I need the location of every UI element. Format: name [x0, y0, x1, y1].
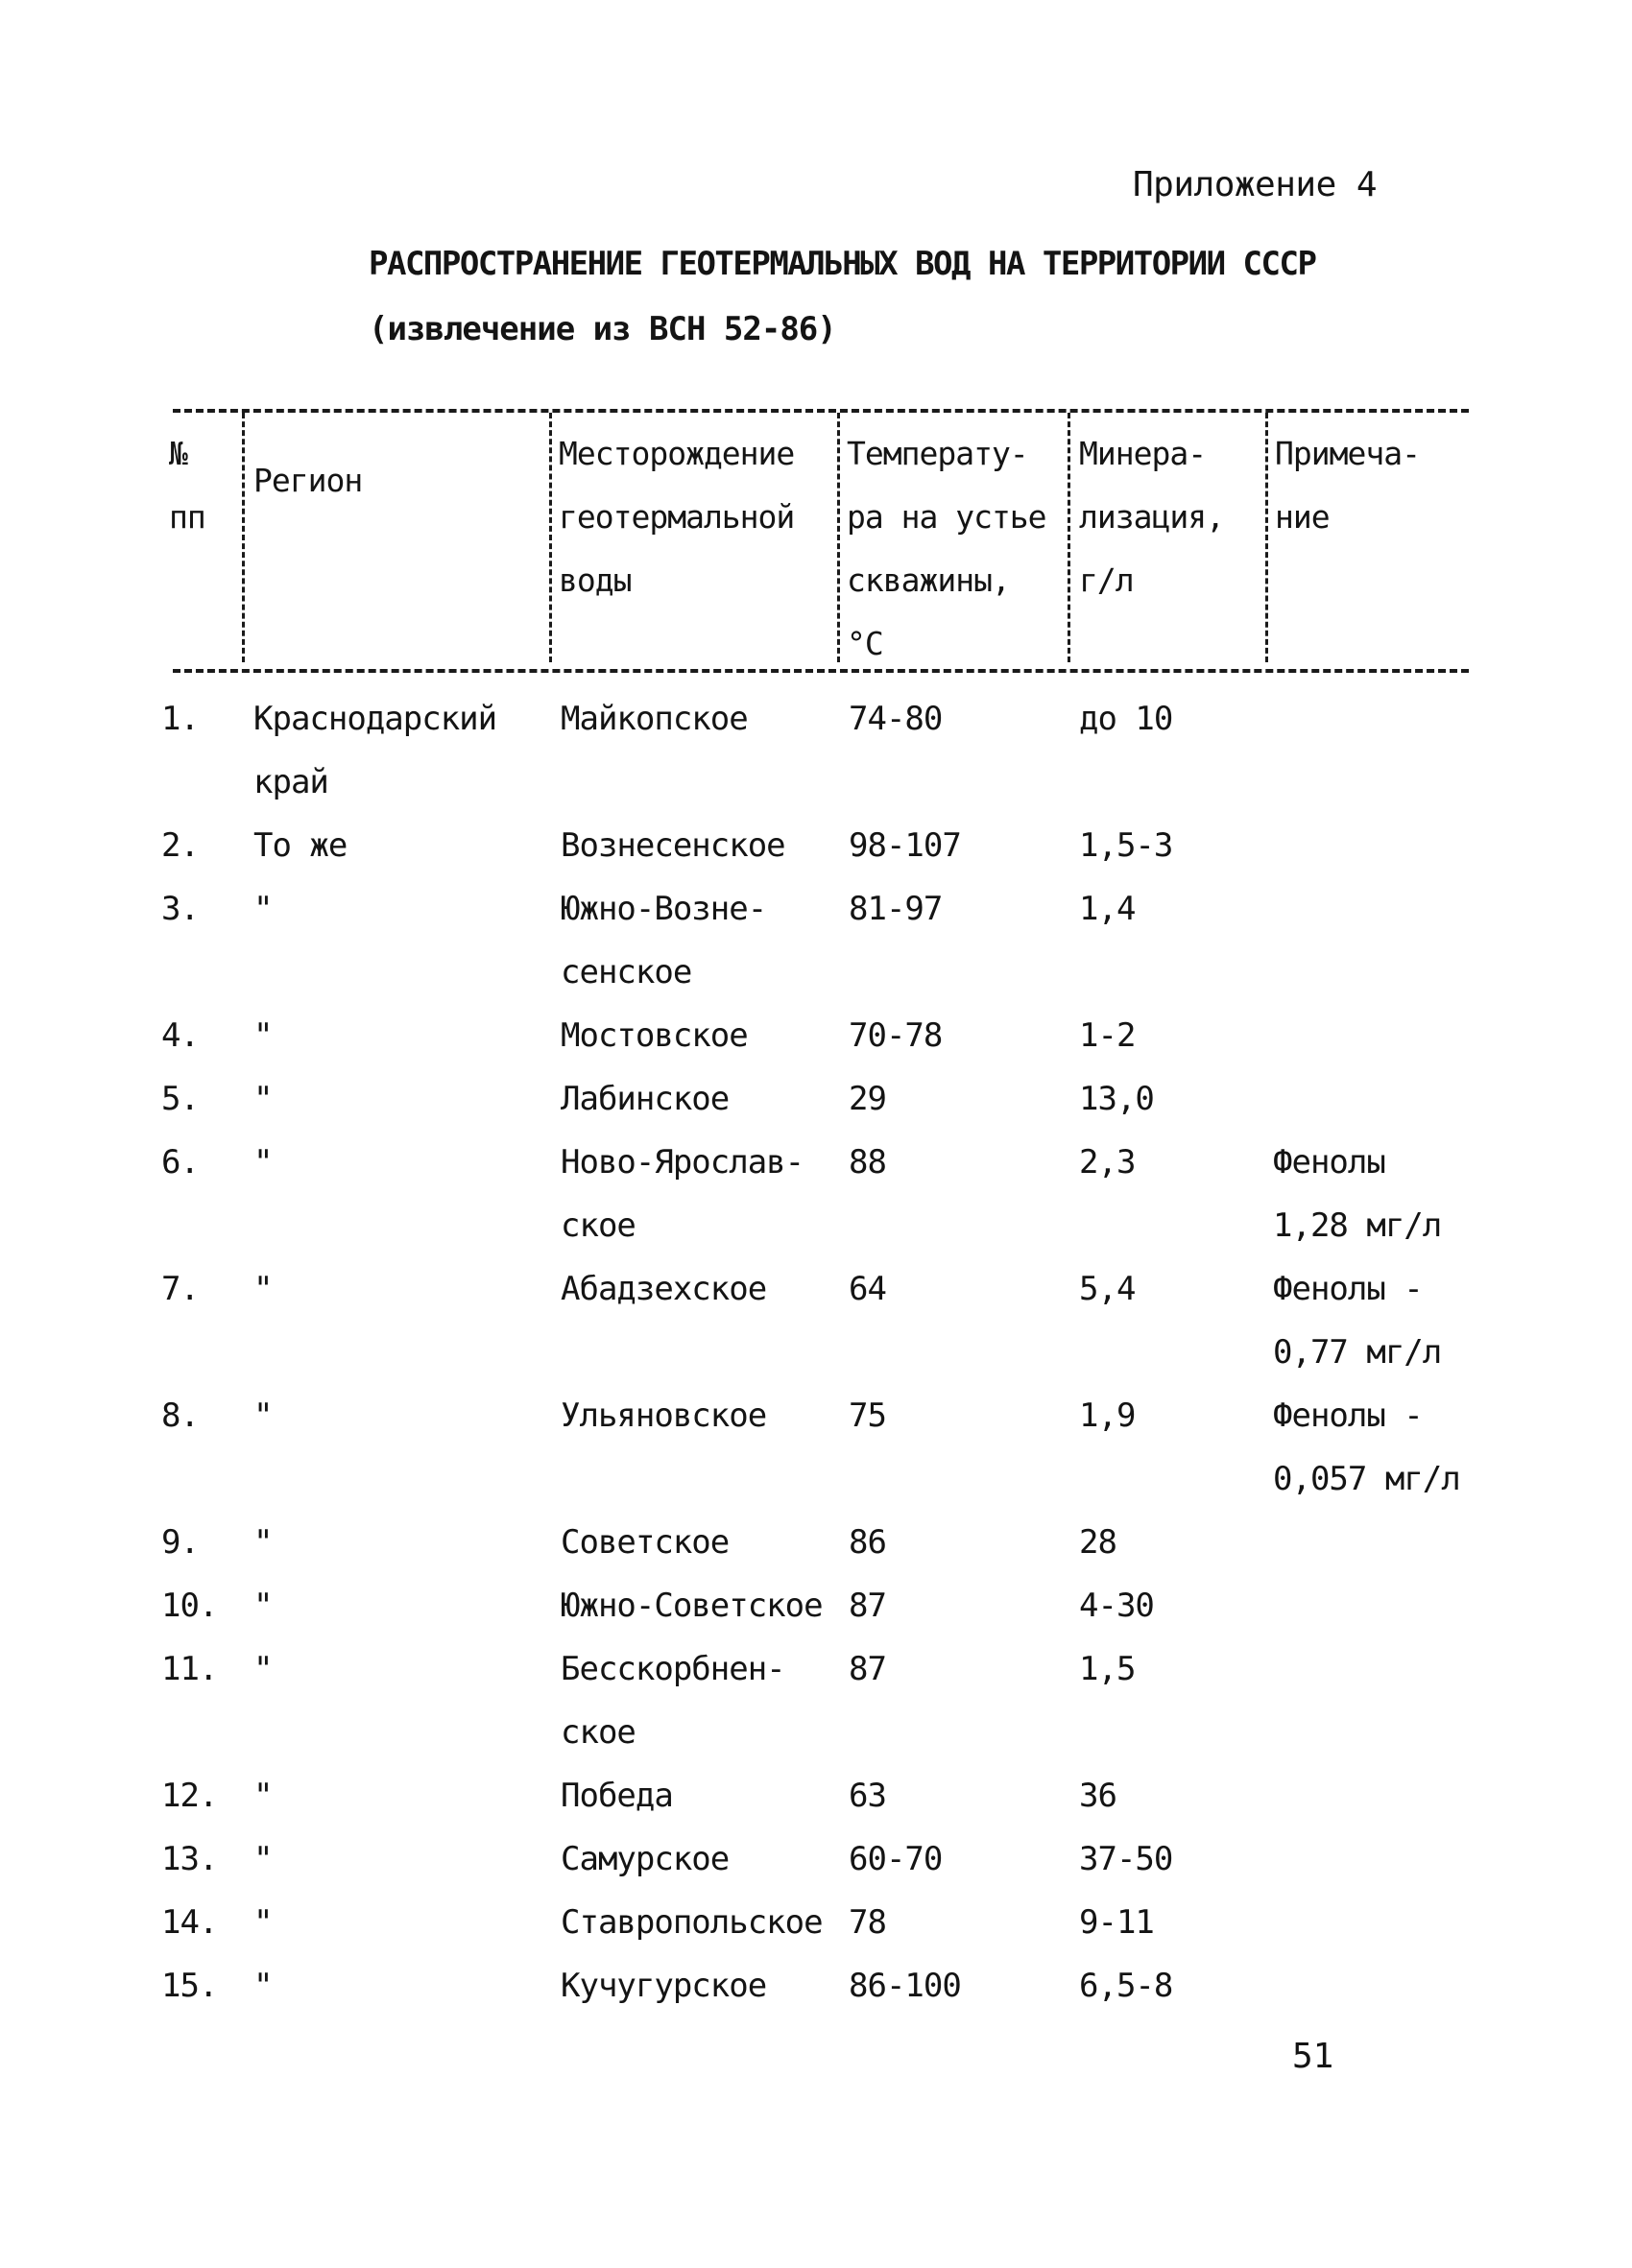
- header-line: Регион: [253, 462, 363, 499]
- cell-line: Кучугурское: [561, 1967, 767, 2005]
- row-number: [161, 1131, 199, 1194]
- row-mineralization: [1079, 1827, 1172, 1891]
- cell-line: край: [253, 763, 328, 801]
- row-field: [561, 1764, 673, 1827]
- cell-line: 86: [849, 1523, 886, 1562]
- cell-line: 11.: [161, 1650, 218, 1688]
- column-divider: [1068, 413, 1070, 662]
- row-mineralization: [1079, 814, 1172, 877]
- row-mineralization: [1079, 1511, 1116, 1574]
- cell-line: ": [253, 1650, 273, 1688]
- header-mineralization: [1079, 422, 1224, 612]
- row-number: [161, 814, 199, 877]
- cell-line: 63: [849, 1777, 886, 1815]
- cell-line: 75: [849, 1397, 886, 1435]
- row-region: [253, 687, 496, 814]
- row-number: [161, 1574, 217, 1637]
- row-field: [561, 1954, 766, 2017]
- header-temperature: [847, 422, 1046, 676]
- row-region: [253, 1257, 272, 1321]
- cell-line: 36: [1079, 1777, 1116, 1815]
- row-field: [561, 1384, 766, 1447]
- header-line: Примеча-: [1275, 435, 1420, 472]
- cell-line: Советское: [561, 1523, 730, 1562]
- column-divider: [242, 413, 245, 662]
- cell-line: ": [253, 890, 273, 928]
- header-line: °С: [847, 625, 883, 662]
- header-line: г/л: [1079, 561, 1134, 599]
- row-field: [561, 1004, 748, 1067]
- row-temperature: [849, 1384, 886, 1447]
- cell-line: ское: [561, 1206, 636, 1245]
- header-line: Температу-: [847, 435, 1028, 472]
- row-temperature: [849, 1131, 886, 1194]
- table-top-rule: [173, 409, 1469, 413]
- row-region: [253, 1827, 272, 1891]
- cell-line: Ульяновское: [561, 1397, 767, 1435]
- cell-line: 7.: [161, 1270, 199, 1308]
- row-number: [161, 1257, 199, 1321]
- cell-line: ское: [561, 1713, 636, 1752]
- cell-line: 88: [849, 1143, 886, 1182]
- cell-line: 37-50: [1079, 1840, 1173, 1878]
- cell-line: 8.: [161, 1397, 199, 1435]
- cell-line: 70-78: [849, 1016, 943, 1055]
- row-temperature: [849, 877, 942, 941]
- row-note: [1273, 1384, 1460, 1511]
- header-line: ра на устье: [847, 498, 1046, 536]
- cell-line: То же: [253, 826, 348, 865]
- row-number: [161, 1511, 199, 1574]
- header-line: №: [169, 435, 187, 472]
- cell-line: 74-80: [849, 700, 943, 738]
- row-field: [561, 877, 766, 1004]
- cell-line: 1,4: [1079, 890, 1136, 928]
- row-mineralization: [1079, 1891, 1154, 1954]
- cell-line: ": [253, 1903, 273, 1942]
- cell-line: 28: [1079, 1523, 1116, 1562]
- cell-line: ": [253, 1397, 273, 1435]
- cell-line: 64: [849, 1270, 886, 1308]
- table-header-rule: [173, 669, 1469, 673]
- cell-line: 81-97: [849, 890, 943, 928]
- row-field: [561, 1131, 804, 1257]
- cell-line: ": [253, 1016, 273, 1055]
- row-region: [253, 1131, 272, 1194]
- row-region: [253, 1511, 272, 1574]
- cell-line: ": [253, 1143, 273, 1182]
- header-line: ние: [1275, 498, 1330, 536]
- row-field: [561, 1637, 785, 1764]
- cell-line: Победа: [561, 1777, 673, 1815]
- cell-line: 10.: [161, 1587, 218, 1625]
- row-number: [161, 1827, 217, 1891]
- row-number: [161, 1384, 199, 1447]
- cell-line: ": [253, 1080, 273, 1118]
- row-number: [161, 1891, 217, 1954]
- cell-line: 1,5-3: [1079, 826, 1173, 865]
- row-field: [561, 814, 785, 877]
- cell-line: ": [253, 1523, 273, 1562]
- cell-line: 13,0: [1079, 1080, 1154, 1118]
- cell-line: 60-70: [849, 1840, 943, 1878]
- cell-line: 9.: [161, 1523, 199, 1562]
- row-region: [253, 1637, 272, 1701]
- cell-line: 15.: [161, 1967, 218, 2005]
- cell-line: 1,28 мг/л: [1273, 1206, 1442, 1245]
- cell-line: до 10: [1079, 700, 1173, 738]
- header-line: воды: [559, 561, 632, 599]
- row-mineralization: [1079, 1131, 1135, 1194]
- cell-line: ": [253, 1270, 273, 1308]
- cell-line: 14.: [161, 1903, 218, 1942]
- cell-line: 13.: [161, 1840, 218, 1878]
- row-region: [253, 1067, 272, 1131]
- row-temperature: [849, 1511, 886, 1574]
- column-divider: [1265, 413, 1268, 662]
- row-number: [161, 1067, 199, 1131]
- cell-line: Южно-Возне-: [561, 890, 767, 928]
- header-line: Месторождение: [559, 435, 795, 472]
- cell-line: 3.: [161, 890, 199, 928]
- cell-line: 1,9: [1079, 1397, 1136, 1435]
- header-note: [1275, 422, 1420, 549]
- cell-line: 87: [849, 1587, 886, 1625]
- row-temperature: [849, 1827, 942, 1891]
- row-number: [161, 687, 199, 751]
- cell-line: Вознесенское: [561, 826, 785, 865]
- row-temperature: [849, 1954, 961, 2017]
- row-mineralization: [1079, 1637, 1135, 1701]
- row-region: [253, 1004, 272, 1067]
- cell-line: 0,057 мг/л: [1273, 1460, 1460, 1498]
- header-number: [169, 422, 205, 549]
- row-field: [561, 1891, 823, 1954]
- cell-line: 12.: [161, 1777, 218, 1815]
- cell-line: Фенолы: [1273, 1143, 1385, 1182]
- cell-line: 1,5: [1079, 1650, 1136, 1688]
- row-mineralization: [1079, 1574, 1154, 1637]
- cell-line: 29: [849, 1080, 886, 1118]
- cell-line: ": [253, 1967, 273, 2005]
- cell-line: 1.: [161, 700, 199, 738]
- row-temperature: [849, 1257, 886, 1321]
- cell-line: Майкопское: [561, 700, 748, 738]
- row-mineralization: [1079, 1384, 1135, 1447]
- row-region: [253, 1384, 272, 1447]
- row-temperature: [849, 1637, 886, 1701]
- cell-line: 1-2: [1079, 1016, 1136, 1055]
- row-field: [561, 687, 748, 751]
- row-field: [561, 1574, 823, 1637]
- cell-line: 86-100: [849, 1967, 961, 2005]
- row-temperature: [849, 1891, 886, 1954]
- row-region: [253, 1954, 272, 2017]
- cell-line: сенское: [561, 953, 692, 991]
- cell-line: 4.: [161, 1016, 199, 1055]
- cell-line: Абадзехское: [561, 1270, 767, 1308]
- cell-line: 98-107: [849, 826, 961, 865]
- row-field: [561, 1827, 729, 1891]
- header-line: лизация,: [1079, 498, 1224, 536]
- row-temperature: [849, 1067, 886, 1131]
- row-mineralization: [1079, 1067, 1154, 1131]
- cell-line: 5.: [161, 1080, 199, 1118]
- row-temperature: [849, 1574, 886, 1637]
- cell-line: Ново-Ярослав-: [561, 1143, 804, 1182]
- document-subtitle: (извлечение из ВСН 52-86): [369, 310, 836, 348]
- row-note: [1273, 1131, 1441, 1257]
- page-number: 51: [1292, 2037, 1334, 2076]
- row-region: [253, 814, 347, 877]
- column-divider: [549, 413, 552, 662]
- cell-line: Южно-Советское: [561, 1587, 823, 1625]
- column-divider: [837, 413, 840, 662]
- header-region: [253, 449, 362, 513]
- appendix-label: Приложение 4: [1133, 165, 1378, 204]
- header-field: [559, 422, 794, 612]
- cell-line: ": [253, 1840, 273, 1878]
- row-temperature: [849, 1764, 886, 1827]
- row-region: [253, 1891, 272, 1954]
- cell-line: Лабинское: [561, 1080, 730, 1118]
- row-mineralization: [1079, 1004, 1135, 1067]
- cell-line: 6.: [161, 1143, 199, 1182]
- cell-line: ": [253, 1777, 273, 1815]
- row-number: [161, 1004, 199, 1067]
- row-note: [1273, 1257, 1441, 1384]
- cell-line: 2,3: [1079, 1143, 1136, 1182]
- cell-line: 78: [849, 1903, 886, 1942]
- row-number: [161, 1637, 217, 1701]
- row-temperature: [849, 687, 942, 751]
- row-mineralization: [1079, 687, 1172, 751]
- cell-line: ": [253, 1587, 273, 1625]
- cell-line: 6,5-8: [1079, 1967, 1173, 2005]
- row-mineralization: [1079, 877, 1135, 941]
- row-field: [561, 1257, 766, 1321]
- cell-line: 87: [849, 1650, 886, 1688]
- row-temperature: [849, 814, 961, 877]
- cell-line: 4-30: [1079, 1587, 1154, 1625]
- cell-line: Бесскорбнен-: [561, 1650, 785, 1688]
- row-mineralization: [1079, 1257, 1135, 1321]
- row-region: [253, 877, 272, 941]
- row-region: [253, 1764, 272, 1827]
- row-number: [161, 1954, 217, 2017]
- header-line: скважины,: [847, 561, 1010, 599]
- cell-line: Ставропольское: [561, 1903, 823, 1942]
- cell-line: Фенолы -: [1273, 1270, 1423, 1308]
- cell-line: Мостовское: [561, 1016, 748, 1055]
- header-line: геотермальной: [559, 498, 795, 536]
- cell-line: Фенолы -: [1273, 1397, 1423, 1435]
- row-mineralization: [1079, 1954, 1172, 2017]
- row-region: [253, 1574, 272, 1637]
- header-line: Минера-: [1079, 435, 1207, 472]
- cell-line: Самурское: [561, 1840, 730, 1878]
- cell-line: 2.: [161, 826, 199, 865]
- row-number: [161, 877, 199, 941]
- header-line: пп: [169, 498, 205, 536]
- row-temperature: [849, 1004, 942, 1067]
- row-number: [161, 1764, 217, 1827]
- row-field: [561, 1511, 729, 1574]
- row-field: [561, 1067, 729, 1131]
- cell-line: 0,77 мг/л: [1273, 1333, 1442, 1372]
- cell-line: Краснодарский: [253, 700, 497, 738]
- cell-line: 9-11: [1079, 1903, 1154, 1942]
- row-mineralization: [1079, 1764, 1116, 1827]
- document-title: РАСПРОСТРАНЕНИЕ ГЕОТЕРМАЛЬНЫХ ВОД НА ТЕРРИТОРИИ СССР: [369, 245, 1316, 283]
- cell-line: 5,4: [1079, 1270, 1136, 1308]
